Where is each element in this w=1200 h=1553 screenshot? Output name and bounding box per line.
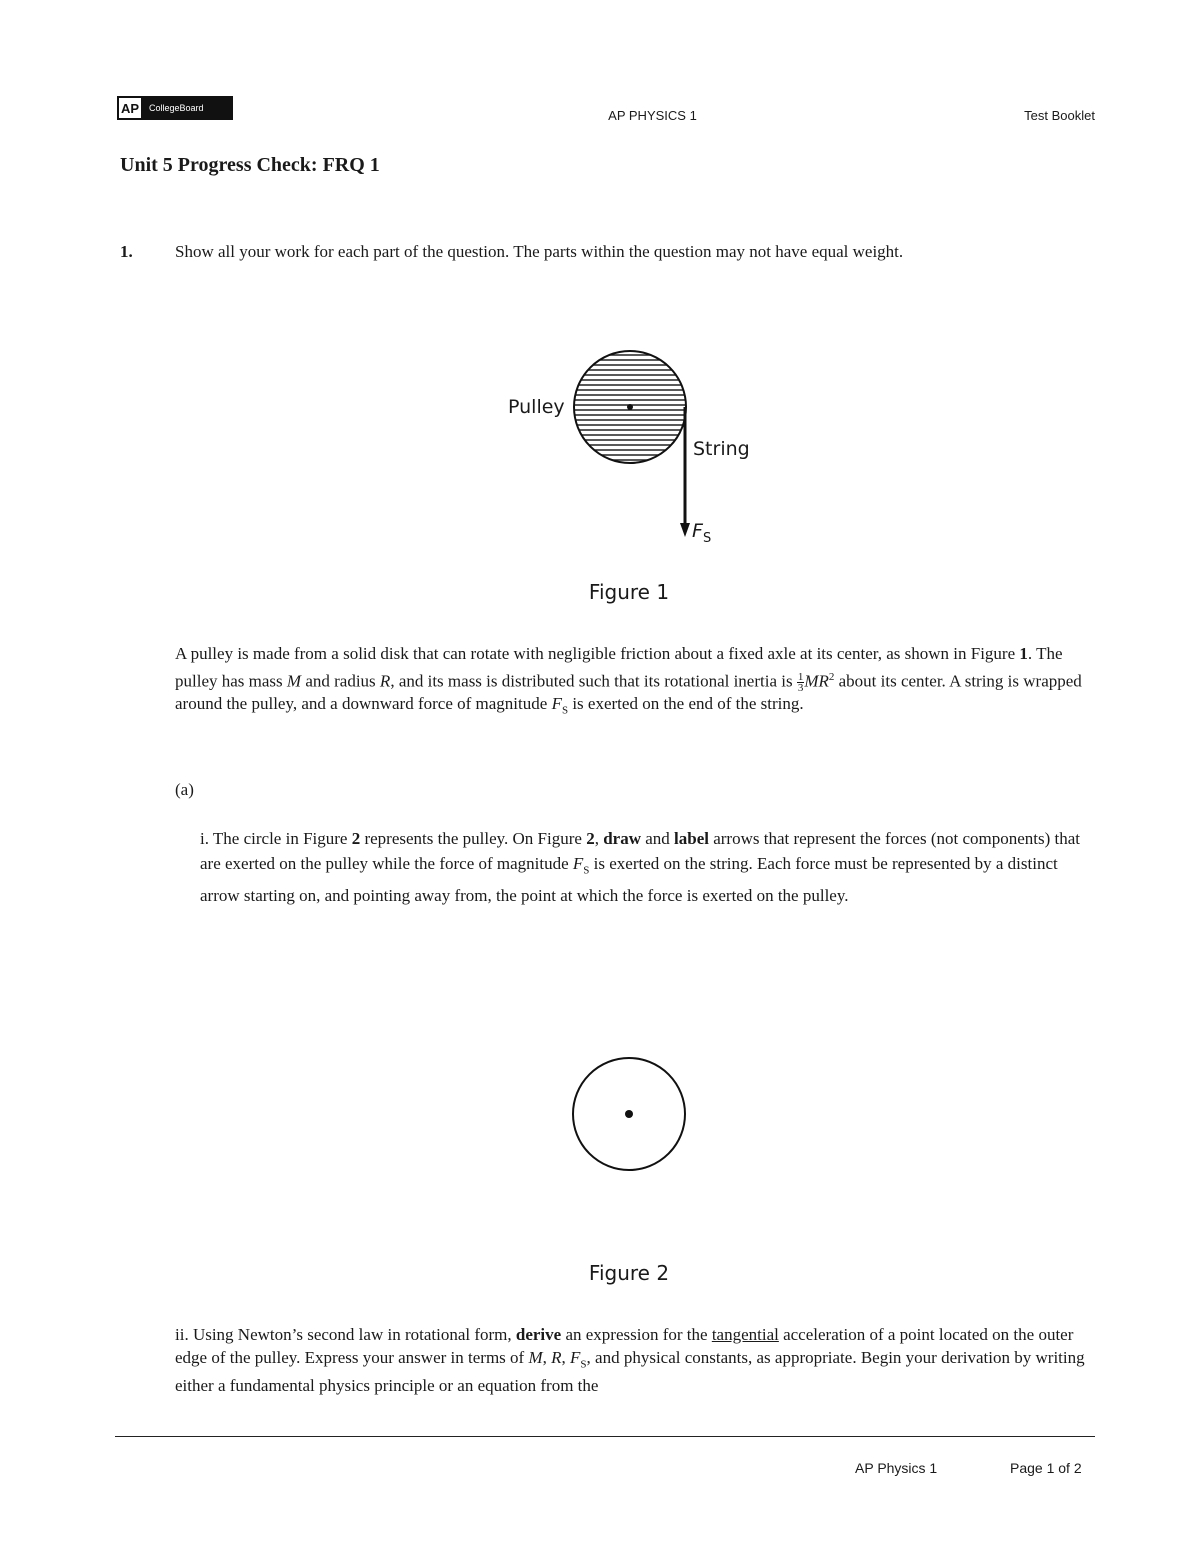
question-number: 1.	[120, 242, 133, 261]
footer-page-number: Page 1 of 2	[1010, 1460, 1082, 1476]
page-title: Unit 5 Progress Check: FRQ 1	[120, 154, 380, 176]
figure-1-caption: Figure 1	[588, 580, 670, 604]
header-booklet: Test Booklet	[1024, 108, 1095, 123]
question-instructions: Show all your work for each part of the question. The parts within the question may not have equal weight.	[175, 242, 904, 261]
collegeboard-logo-text: CollegeBoard	[143, 96, 233, 120]
inertia-fraction: $\frac{1}{3}$	[797, 670, 804, 694]
part-a-i-text: i. The circle in Figure 2 represents the pulley. On Figure 2, draw and label arrows that represent the forces (not components) that are exerted on the pulley while the force of magnitude $F_S$ is exerted on the string. Each force must be represented by a distinct arrow starting on, and pointing away from, the point at which the force is exerted on the pulley.	[200, 829, 1081, 906]
ap-logo-mark: AP	[117, 96, 143, 120]
pulley-label: Pulley	[508, 396, 565, 418]
figure-2-caption: Figure 2	[588, 1261, 670, 1285]
pulley-axle	[627, 404, 633, 410]
header-subject: AP PHYSICS 1	[608, 108, 697, 123]
force-fs-subscript: S	[702, 530, 712, 546]
part-a-ii-text: ii. Using Newton’s second law in rotational form, derive an expression for the tangential acceleration of a point located on the outer edge of the pulley. Express your answer in terms of M, R, $F_S$, and physical constants, as appropriate. Begin your derivation by writing either a fundamental physics principle or an equation from the	[175, 1325, 1085, 1396]
part-a-label: (a)	[175, 780, 194, 799]
force-fs-symbol: F	[692, 520, 703, 542]
footer-course: AP Physics 1	[855, 1460, 938, 1476]
force-fs-label	[692, 520, 711, 546]
figure-2-pulley-drawing-area[interactable]	[570, 1055, 690, 1175]
figure-2-center-dot	[625, 1110, 633, 1118]
force-arrowhead	[680, 523, 690, 537]
string-label: String	[693, 438, 750, 460]
footer-divider	[115, 1436, 1095, 1437]
intro-paragraph: A pulley is made from a solid disk that can rotate with negligible friction about a fixed axle at its center, as shown in Figure 1. The pulley has mass M and radius R, and its mass is distributed such that its rotational inertia is $\frac{1}{3}$ $MR^2$ about its center. A string is wrapped around the pulley, and a downward force of magnitude $F_S$ is exerted on the end of the string.	[175, 644, 1082, 717]
